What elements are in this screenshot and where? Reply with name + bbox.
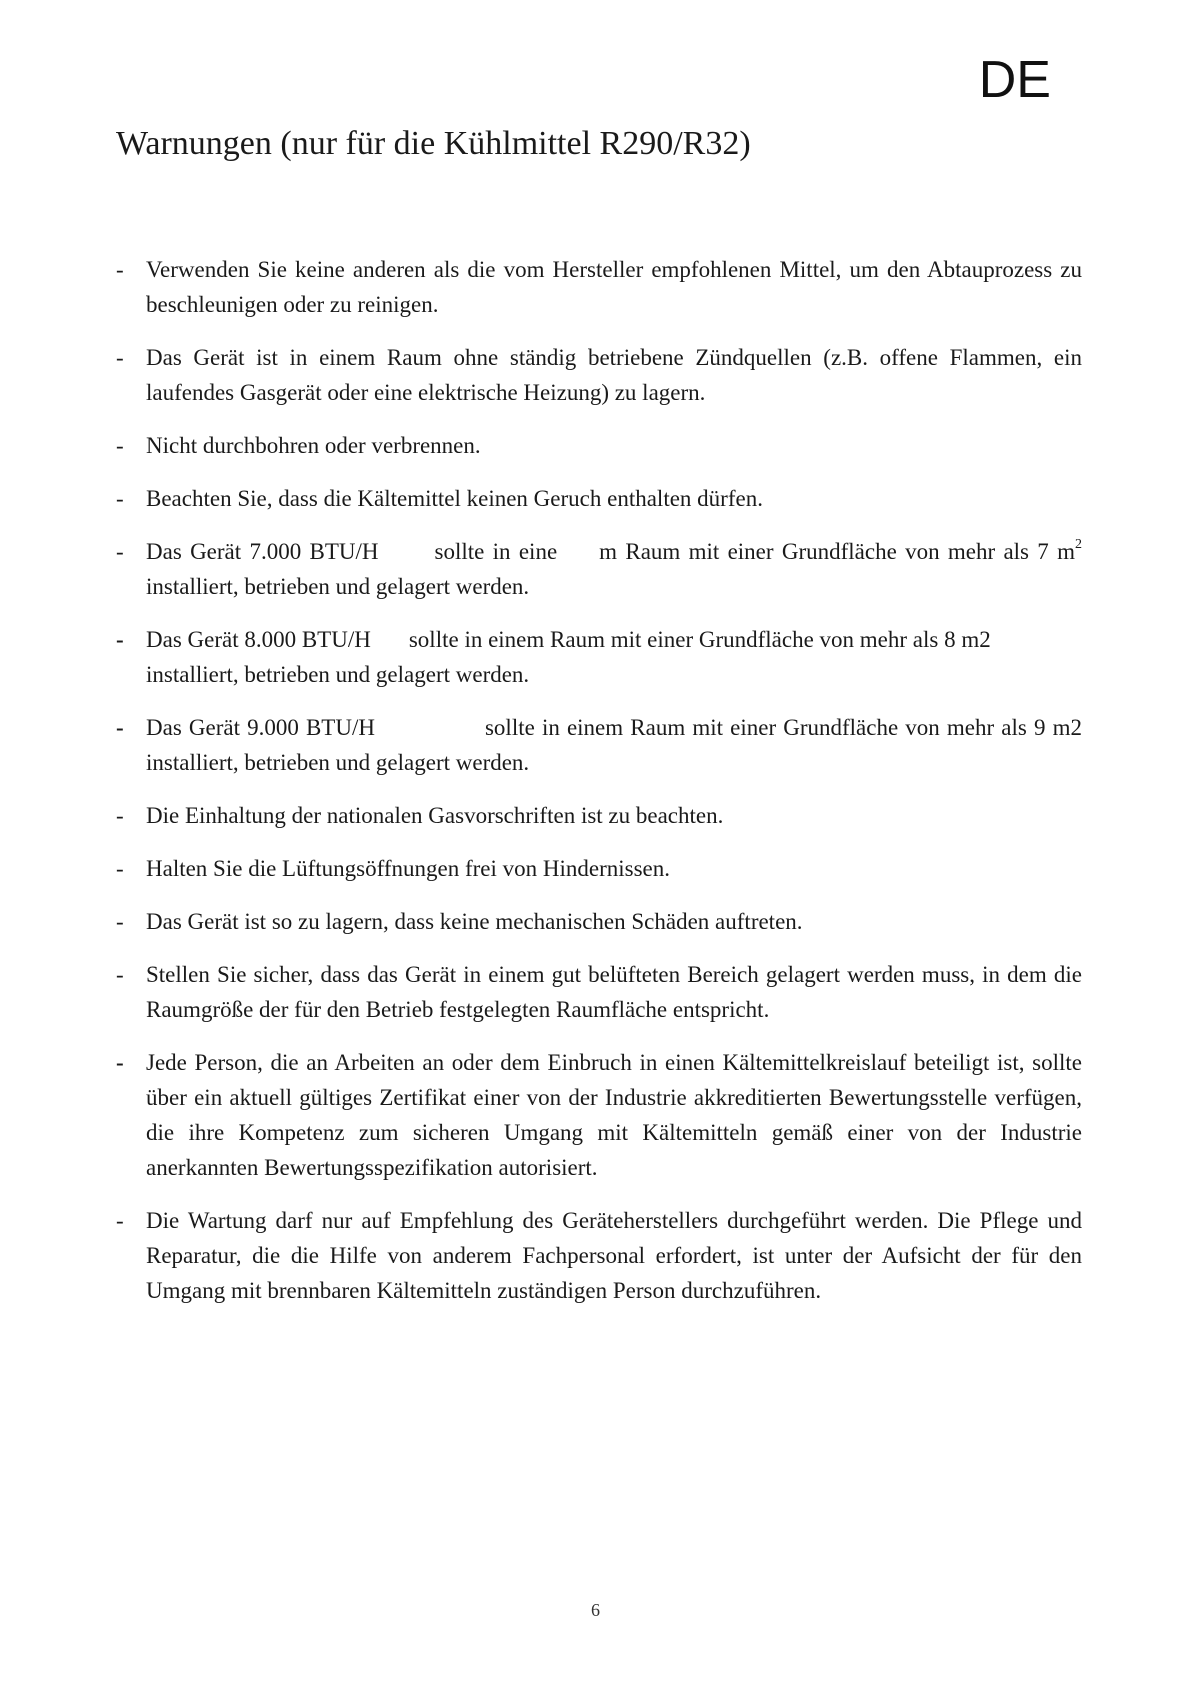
page-number: 6 xyxy=(591,1600,600,1620)
warning-list xyxy=(116,252,1082,1326)
list-item xyxy=(116,252,1082,322)
list-item-text: Das Gerät ist in einem Raum ohne ständig betriebene Zündquellen (z.B. offene Flammen, ein laufendes Gasgerät oder eine elektrische Heizung) zu lagern. xyxy=(146,345,1082,405)
list-bullet: - xyxy=(116,486,124,511)
list-bullet: - xyxy=(116,345,124,370)
list-item-text xyxy=(146,710,1082,780)
list-item xyxy=(116,957,1082,1027)
list-bullet: - xyxy=(116,909,124,934)
list-item xyxy=(116,798,1082,833)
list-item-text-part: Das Gerät 9.000 BTU/H xyxy=(146,715,375,740)
list-bullet: - xyxy=(116,539,124,564)
list-bullet: - xyxy=(116,433,124,458)
list-item xyxy=(116,904,1082,939)
list-item-text xyxy=(146,622,1082,692)
list-item-text-part: m Raum mit einer Grundfläche von mehr als 7 m xyxy=(599,539,1075,564)
list-item-text: Die Einhaltung der nationalen Gasvorschriften ist zu beachten. xyxy=(146,803,724,828)
page-title: Warnungen (nur für die Kühlmittel R290/R32) xyxy=(116,125,751,162)
list-item xyxy=(116,340,1082,410)
list-bullet: - xyxy=(116,1208,124,1233)
list-item-text: Nicht durchbohren oder verbrennen. xyxy=(146,433,481,458)
list-item-text-part: sollte in einem Raum mit einer Grundfläche von mehr als 8 m2 installiert, betrieben und gelagert werden. xyxy=(146,627,991,687)
list-item-text: Stellen Sie sicher, dass das Gerät in einem gut belüfteten Bereich gelagert werden muss, in dem die Raumgröße der für den Betrieb festgelegten Raumfläche entspricht. xyxy=(146,962,1082,1022)
list-item-text: Das Gerät ist so zu lagern, dass keine mechanischen Schäden auftreten. xyxy=(146,909,803,934)
list-item xyxy=(116,534,1082,604)
list-item-text-part: Das Gerät 8.000 BTU/H xyxy=(146,627,371,652)
superscript: 2 xyxy=(1075,537,1082,553)
list-item xyxy=(116,428,1082,463)
list-bullet: - xyxy=(116,1050,124,1075)
list-item-text: Halten Sie die Lüftungsöffnungen frei von Hindernissen. xyxy=(146,856,670,881)
list-item-text xyxy=(146,534,1082,604)
list-item-text: Beachten Sie, dass die Kältemittel keinen Geruch enthalten dürfen. xyxy=(146,486,763,511)
list-item-text-part: installiert, betrieben und gelagert werden. xyxy=(146,574,530,599)
list-item-text-part: sollte in einem Raum mit einer Grundfläche von mehr als 9 m2 installiert, betrieben und gelagert werden. xyxy=(146,715,1082,775)
list-item-text: Die Wartung darf nur auf Empfehlung des Geräteherstellers durchgeführt werden. Die Pflege und Reparatur, die die Hilfe von anderem Fachpersonal erfordert, ist unter der Aufsicht der für den Umgang mit brennbaren Kältemitteln zuständigen Person durchzuführen. xyxy=(146,1208,1082,1303)
list-item xyxy=(116,1045,1082,1185)
list-item-text-part: Das Gerät 7.000 BTU/H xyxy=(146,539,379,564)
list-item xyxy=(116,481,1082,516)
list-bullet: - xyxy=(116,803,124,828)
list-item-text-part: sollte in eine xyxy=(434,539,558,564)
list-item-text: Verwenden Sie keine anderen als die vom Hersteller empfohlenen Mittel, um den Abtauprozess zu beschleunigen oder zu reinigen. xyxy=(146,257,1082,317)
list-bullet: - xyxy=(116,962,124,987)
list-bullet: - xyxy=(116,257,124,282)
list-item xyxy=(116,710,1082,780)
list-bullet: - xyxy=(116,715,124,740)
list-bullet: - xyxy=(116,856,124,881)
list-item xyxy=(116,1203,1082,1308)
list-item xyxy=(116,622,1082,692)
language-tag: DE xyxy=(978,51,1051,109)
list-item-text: Jede Person, die an Arbeiten an oder dem Einbruch in einen Kältemittelkreislauf beteiligt ist, sollte über ein aktuell gültiges Zertifikat einer von der Industrie akkreditierten Bewertungsstelle verfügen, die ihre Kompetenz zum sicheren Umgang mit Kältemitteln gemäß einer von der Industrie anerkannten Bewertungsspezifikation autorisiert. xyxy=(146,1050,1082,1180)
list-bullet: - xyxy=(116,627,124,652)
list-item xyxy=(116,851,1082,886)
